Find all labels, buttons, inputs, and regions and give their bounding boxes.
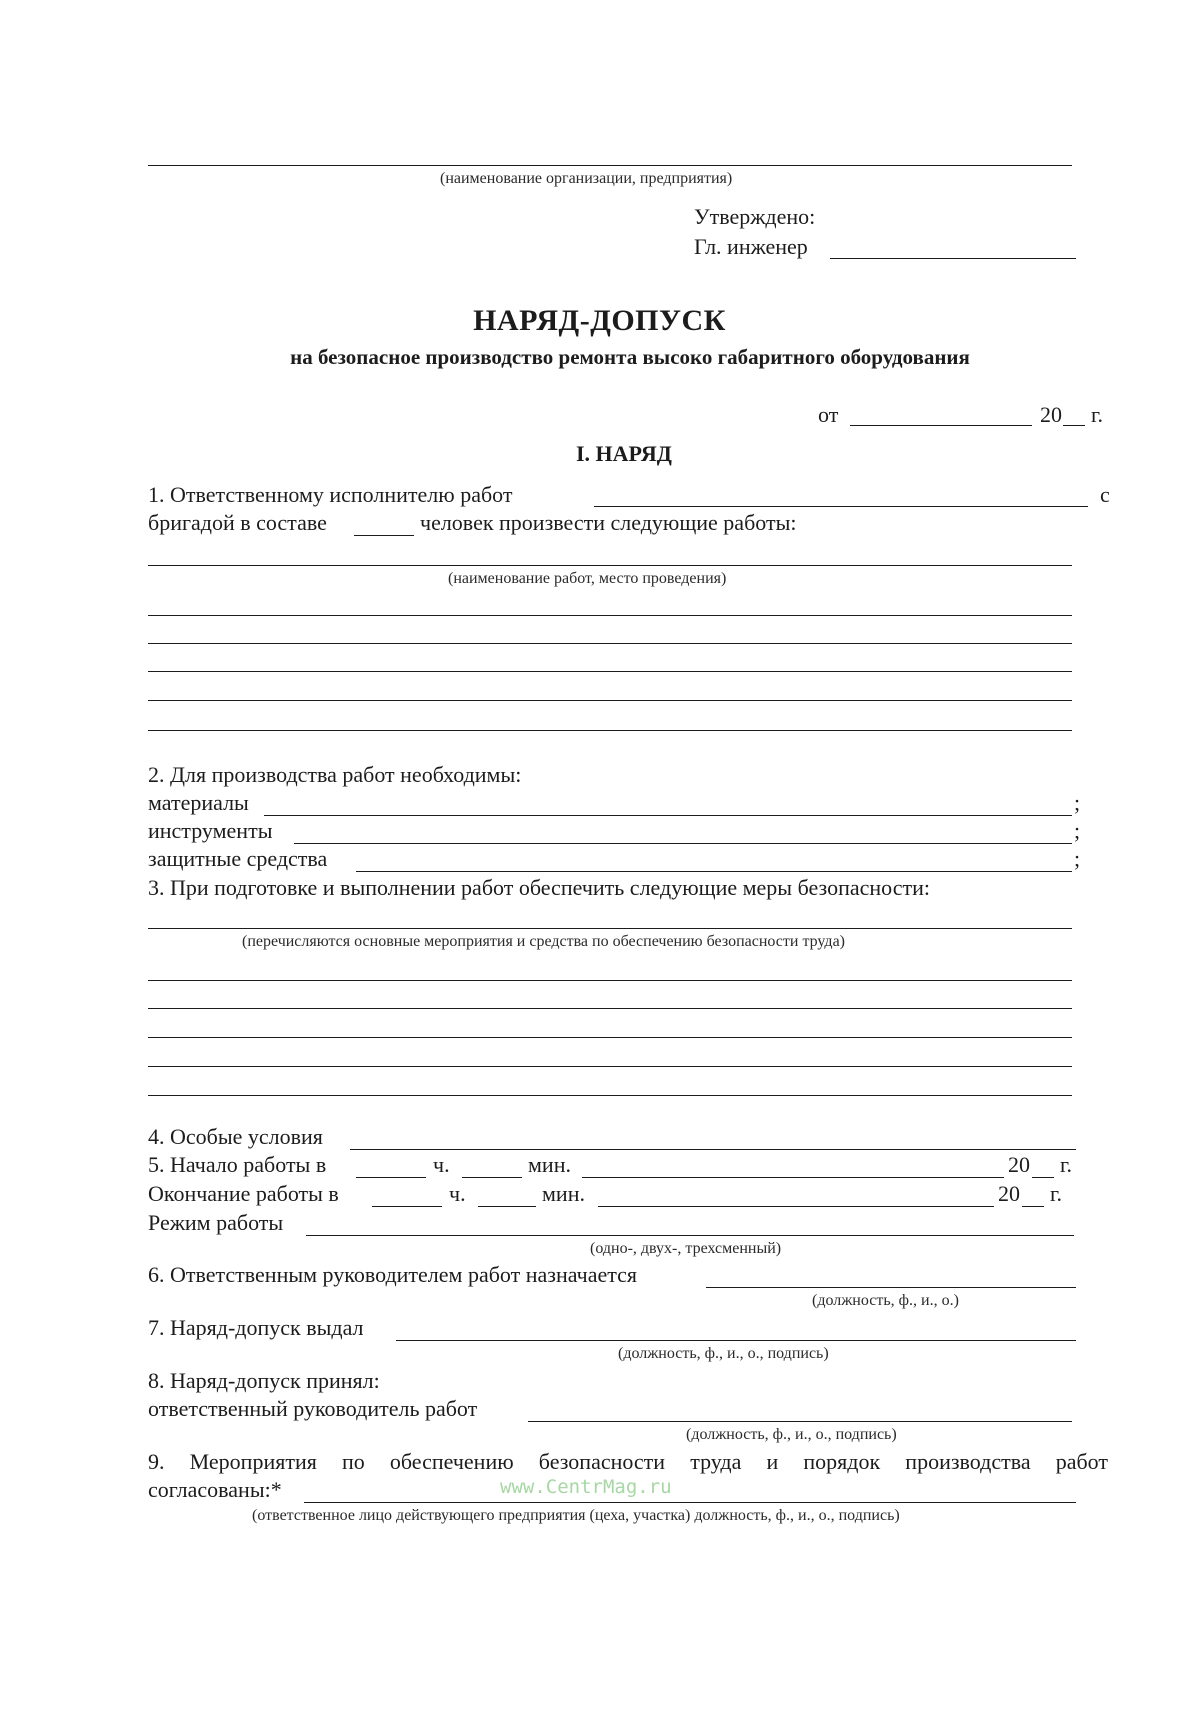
tools-line[interactable] (294, 843, 1072, 844)
work-mode-line[interactable] (306, 1235, 1074, 1236)
end-year-prefix: 20 (998, 1181, 1020, 1206)
safety-measures-line[interactable] (148, 928, 1072, 929)
brigade-size-line[interactable] (354, 535, 414, 536)
item9-caption: (ответственное лицо действующего предприятия (цеха, участка) должность, ф., и., о., подпись) (252, 1507, 900, 1524)
item8-caption: (должность, ф., и., о., подпись) (686, 1426, 897, 1443)
approved-label: Утверждено: (694, 204, 816, 229)
semicolon: ; (1074, 846, 1081, 871)
item3-heading: 3. При подготовке и выполнении работ обеспечить следующие меры безопасности: (148, 875, 930, 900)
safety-measures-line[interactable] (148, 1066, 1072, 1067)
accepted-by-line[interactable] (528, 1421, 1072, 1422)
item7-caption: (должность, ф., и., о., подпись) (618, 1345, 829, 1362)
tools-label: инструменты (148, 818, 273, 843)
item8-line-label: ответственный руководитель работ (148, 1396, 478, 1421)
start-label: 5. Начало работы в (148, 1152, 327, 1177)
item4-label: 4. Особые условия (148, 1124, 323, 1149)
document-title: НАРЯД-ДОПУСК (473, 304, 726, 337)
item8-label: 8. Наряд-допуск принял: (148, 1368, 380, 1393)
works-line[interactable] (148, 671, 1072, 672)
end-label: Окончание работы в (148, 1181, 339, 1206)
end-year-line[interactable] (1022, 1206, 1044, 1207)
special-conditions-line[interactable] (350, 1149, 1076, 1150)
works-line[interactable] (148, 643, 1072, 644)
end-hours-label: ч. (449, 1181, 466, 1206)
start-minutes-label: мин. (528, 1152, 571, 1177)
end-year-suffix: г. (1050, 1181, 1063, 1206)
org-name-caption: (наименование организации, предприятия) (440, 170, 733, 187)
safety-measures-caption: (перечисляются основные мероприятия и средства по обеспечению безопасности труда) (242, 933, 845, 950)
section-heading: I. НАРЯД (576, 441, 672, 466)
item6-caption: (должность, ф., и., о.) (812, 1292, 959, 1309)
end-date-line[interactable] (598, 1206, 994, 1207)
works-caption: (наименование работ, место проведения) (448, 570, 727, 587)
date-line[interactable] (850, 425, 1032, 426)
date-year-line[interactable] (1063, 425, 1085, 426)
works-line[interactable] (148, 730, 1072, 731)
org-name-line[interactable] (148, 165, 1072, 166)
date-year-prefix: 20 (1040, 402, 1062, 427)
start-hours-label: ч. (433, 1152, 450, 1177)
issued-by-line[interactable] (396, 1340, 1076, 1341)
start-date-line[interactable] (582, 1177, 1004, 1178)
works-line[interactable] (148, 615, 1072, 616)
safety-measures-line[interactable] (148, 1095, 1072, 1096)
chief-engineer-signature-line[interactable] (830, 258, 1076, 259)
end-hours-line[interactable] (372, 1206, 442, 1207)
work-mode-caption: (одно-, двух-, трехсменный) (590, 1240, 782, 1257)
materials-line[interactable] (264, 815, 1072, 816)
item9-line2: согласованы:* (148, 1477, 282, 1502)
item9-line1: 9. Мероприятия по обеспечению безопасности труда и порядок производства работ (148, 1449, 1108, 1474)
watermark: www.CentrMag.ru (500, 1476, 672, 1498)
end-minutes-label: мин. (542, 1181, 585, 1206)
start-year-prefix: 20 (1008, 1152, 1030, 1177)
start-hours-line[interactable] (356, 1177, 426, 1178)
safety-measures-line[interactable] (148, 1008, 1072, 1009)
item6-label: 6. Ответственным руководителем работ назначается (148, 1262, 637, 1287)
item1-line2-b: человек произвести следующие работы: (420, 510, 797, 535)
start-minutes-line[interactable] (462, 1177, 522, 1178)
protection-line[interactable] (356, 871, 1072, 872)
date-year-suffix: г. (1091, 402, 1104, 427)
protection-label: защитные средства (148, 846, 328, 871)
date-from-label: от (818, 402, 839, 427)
item2-heading: 2. Для производства работ необходимы: (148, 762, 522, 787)
works-line[interactable] (148, 565, 1072, 566)
item1-text: 1. Ответственному исполнителю работ (148, 482, 513, 507)
item1-end: с (1100, 482, 1110, 507)
works-line[interactable] (148, 700, 1072, 701)
start-year-line[interactable] (1032, 1177, 1054, 1178)
semicolon: ; (1074, 818, 1081, 843)
end-minutes-line[interactable] (478, 1206, 536, 1207)
materials-label: материалы (148, 790, 249, 815)
safety-measures-line[interactable] (148, 980, 1072, 981)
start-year-suffix: г. (1060, 1152, 1073, 1177)
document-subtitle: на безопасное производство ремонта высоко габаритного оборудования (290, 345, 970, 369)
safety-measures-line[interactable] (148, 1037, 1072, 1038)
item1-line2-a: бригадой в составе (148, 510, 327, 535)
chief-engineer-label: Гл. инженер (694, 234, 808, 259)
item1-executor-line[interactable] (594, 506, 1088, 507)
work-mode-label: Режим работы (148, 1210, 284, 1235)
semicolon: ; (1074, 790, 1081, 815)
responsible-manager-line[interactable] (706, 1287, 1076, 1288)
item7-label: 7. Наряд-допуск выдал (148, 1315, 364, 1340)
agreed-by-line[interactable] (304, 1502, 1076, 1503)
